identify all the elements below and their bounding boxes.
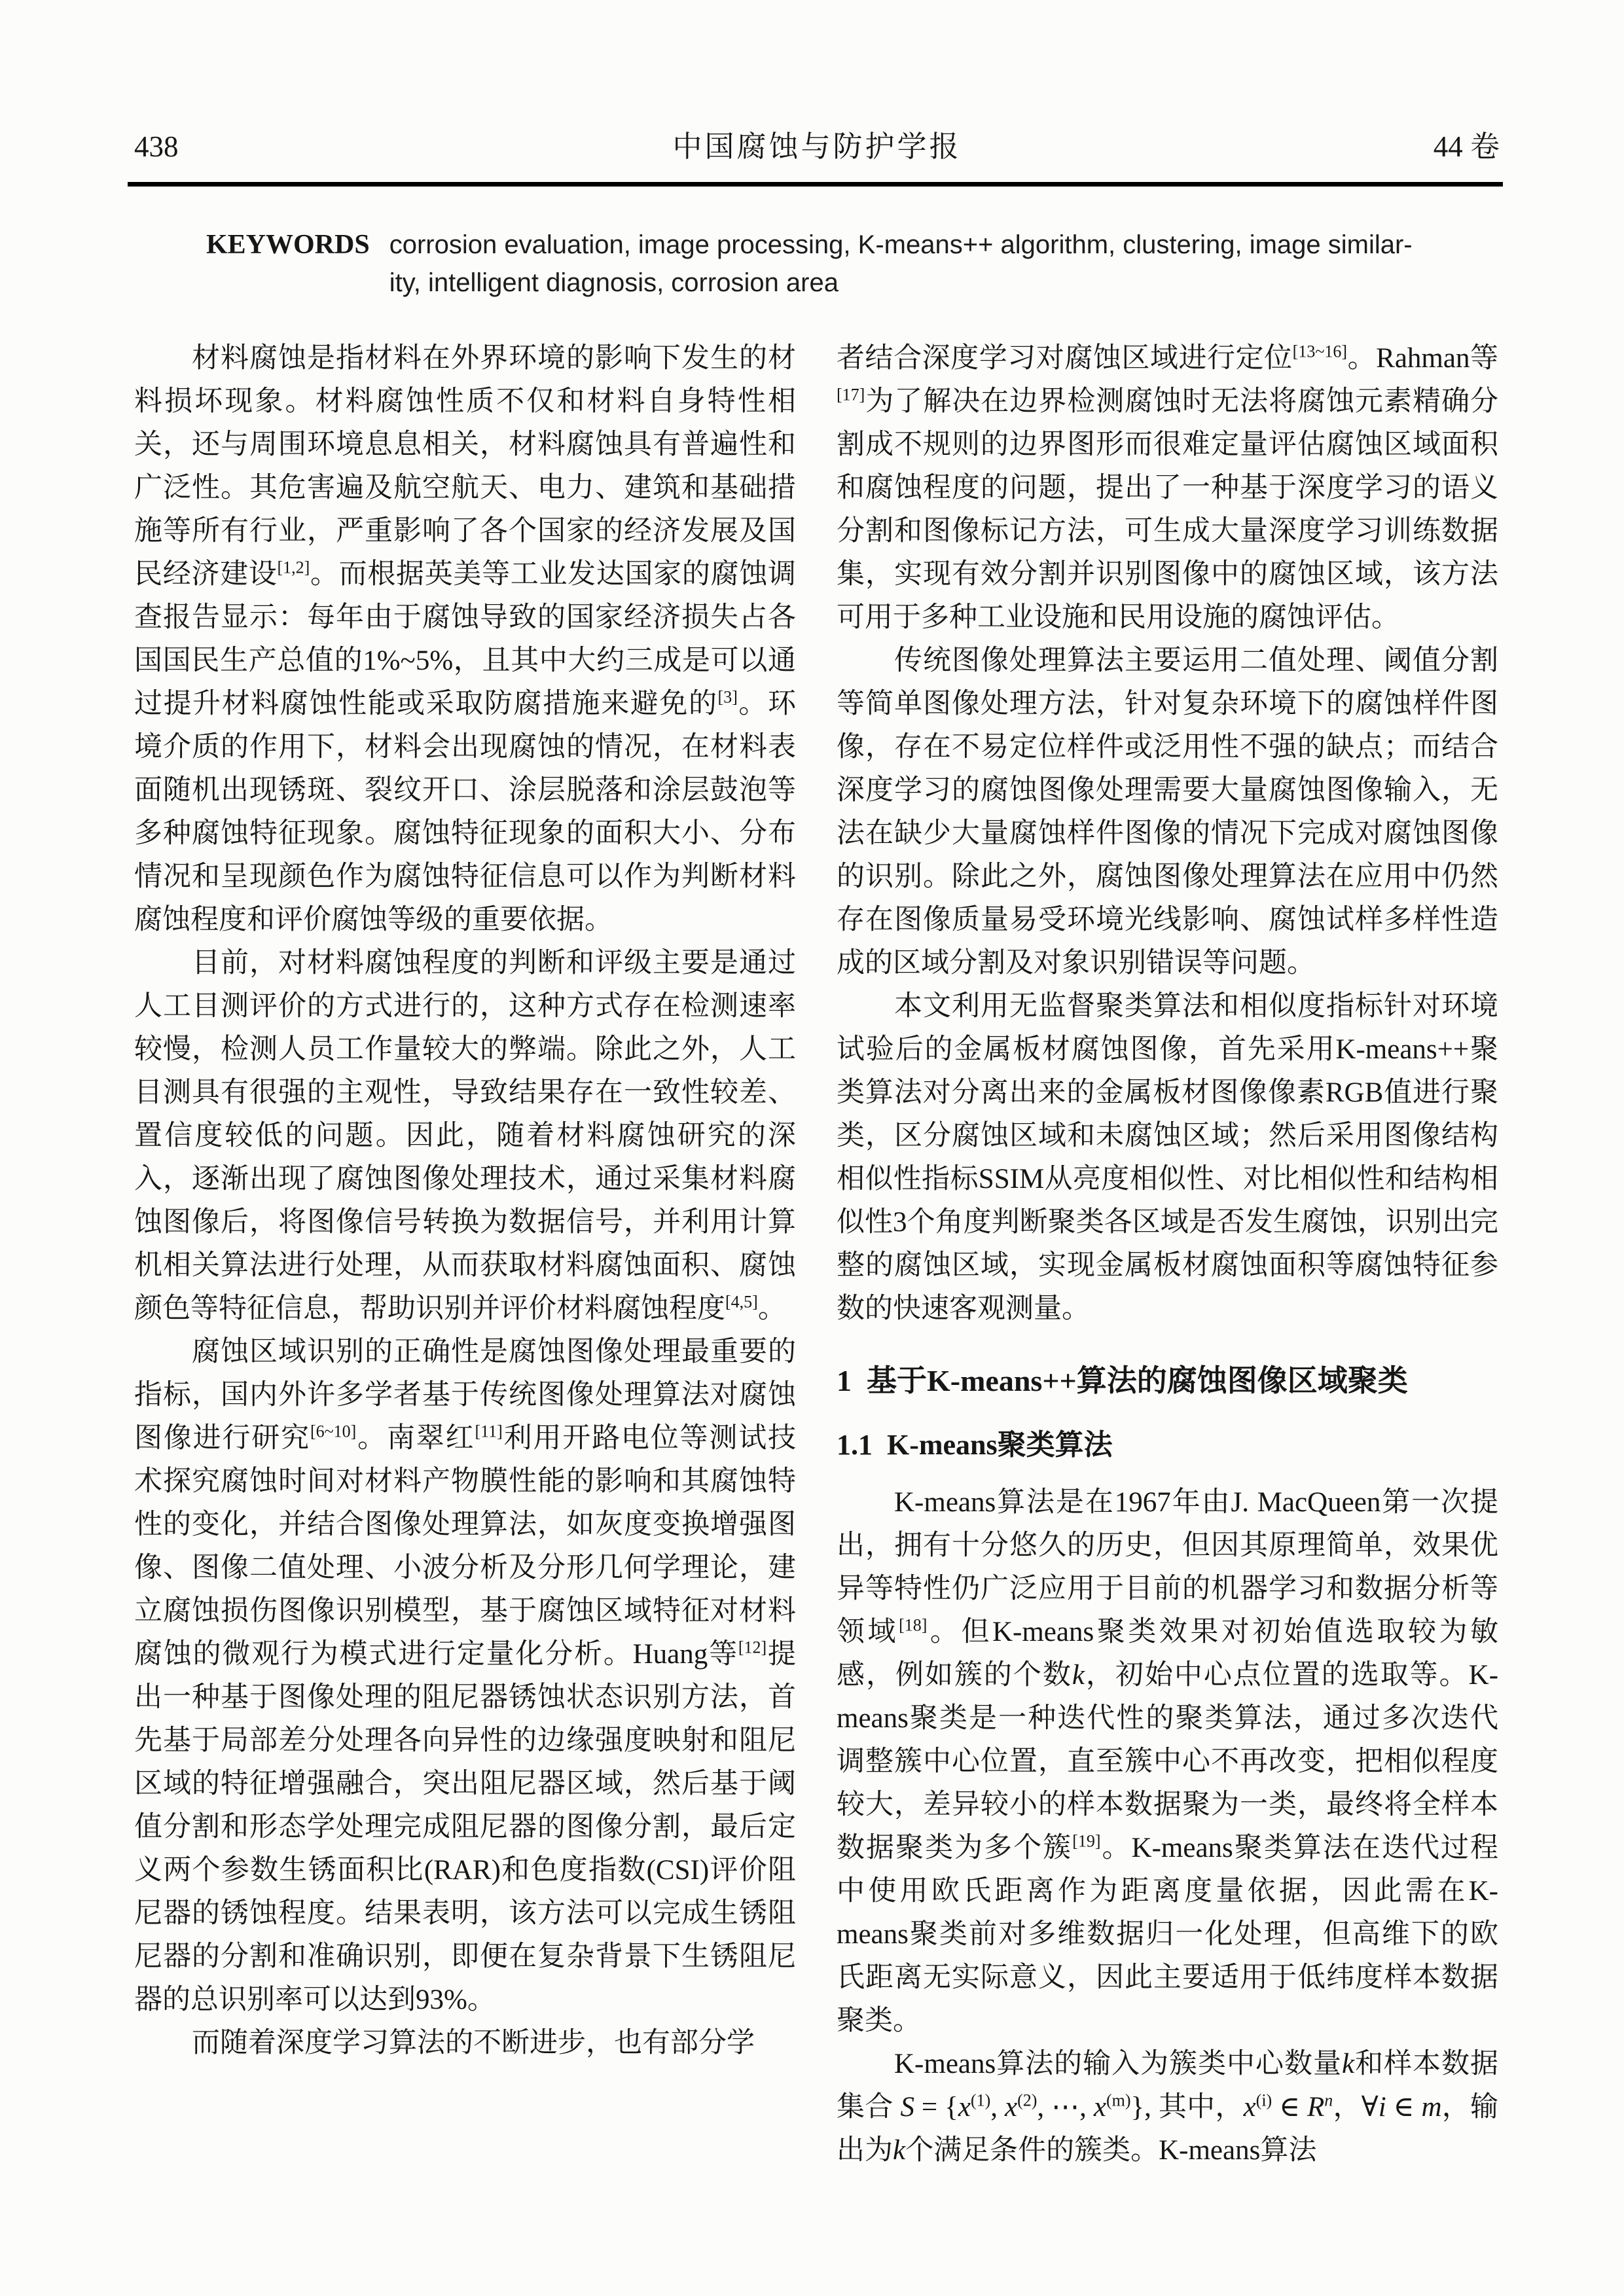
article-body (134, 337, 1499, 2172)
reference-marker: [1,2] (277, 558, 310, 577)
section-heading: 1 基于K-means++算法的腐蚀图像区域聚类 (837, 1364, 1408, 1397)
text-run: 者结合深度学习对腐蚀区域进行定位 (837, 343, 1293, 374)
text-run: 个满足条件的簇类。K-means算法 (905, 2135, 1317, 2166)
text-run: k (1072, 1660, 1085, 1691)
text-run: 。K-means聚类算法在迭代过程中使用欧氏距离作为距离度量依据，因此需在K-means聚类前对多维数据归一化处理，但高维下的欧氏距离无实际意义，因此主要适用于低纬度样本数据聚类。 (837, 1833, 1498, 2036)
text-run: m (1421, 2092, 1442, 2123)
running-header (0, 0, 1624, 164)
text-run: 而随着深度学习算法的不断进步，也有部分学 (192, 2028, 755, 2058)
text-run: 。而根据英美等工业发达国家的腐蚀调查报告显示：每年由于腐蚀导致的国家经济损失占各国国民生产总值的1%~5%，且其中大约三成是可以通过提升材料腐蚀性能或采取防腐措施来避免的 (134, 559, 797, 719)
text-run: K-means算法是在1967年由J. MacQueen第一次提出，拥有十分悠久的历史，但因其原理简单，效果优异等特性仍广泛应用于目前的机器学习和数据分析等领域 (837, 1487, 1498, 1647)
journal-title: 中国腐蚀与防护学报 (672, 130, 962, 163)
text-run: ∈ (1272, 2092, 1308, 2123)
right-column (837, 337, 1498, 2172)
keywords-line-2: ity, intelligent diagnosis, corrosion area (389, 268, 839, 297)
text-run: 提出一种基于图像处理的阻尼器锈蚀状态识别方法，首先基于局部差分处理各向异性的边缘强度映射和阻尼区域的特征增强融合，突出阻尼器区域，然后基于阈值分割和形态学处理完成阻尼器的图像分割，最后定义两个参数生锈面积比(RAR)和色度指数(CSI)评价阻尼器的锈蚀程度。结果表明，该方法可以完成生锈阻尼器的分割和准确识别，即便在复杂背景下生锈阻尼器的总识别率可以达到93%。 (134, 1639, 797, 2015)
subsection-heading: 1.1 K-means聚类算法 (837, 1429, 1113, 1461)
keywords-label: KEYWORDS (206, 230, 370, 260)
text-run: x (958, 2092, 971, 2123)
text-run: 。但K-means聚类效果对初始值选取较为敏感，例如簇的个数 (837, 1617, 1499, 1691)
left-column (134, 337, 796, 2172)
body-paragraph (837, 2043, 1498, 2172)
text-run: x (1093, 2092, 1106, 2123)
body-paragraph (134, 337, 796, 942)
text-run: x (1004, 2092, 1018, 2123)
text-run: 。 (757, 1293, 786, 1324)
reference-marker: [18] (899, 1615, 928, 1635)
reference-marker: [17] (837, 385, 865, 404)
text-run: 和样本数据集合 (837, 2049, 1499, 2123)
keywords-block (206, 226, 1500, 302)
text-run: 传统图像处理算法主要运用二值处理、阈值分割等简单图像处理方法，针对复杂环境下的腐蚀样件图像，存在不易定位样件或泛用性不强的缺点；而结合深度学习的腐蚀图像处理需要大量腐蚀图像输入，无法在缺少大量腐蚀样件图像的情况下完成对腐蚀图像的识别。除此之外，腐蚀图像处理算法在应用中仍然存在图像质量易受环境光线影响、腐蚀试样多样性造成的区域分割及对象识别错误等问题。 (837, 645, 1498, 978)
reference-marker: [12] (738, 1638, 767, 1657)
body-paragraph (134, 1331, 796, 2022)
reference-marker: (i) (1255, 2090, 1272, 2110)
reference-marker: (1) (970, 2090, 991, 2110)
reference-marker: [6~10] (310, 1422, 357, 1441)
reference-marker: [3] (717, 687, 738, 707)
text-run: ∈ (1386, 2092, 1422, 2123)
text-run: = { (914, 2092, 958, 2123)
text-run: ，初始中心点位置的选取等。K-means聚类是一种迭代性的聚类算法，通过多次迭代调整簇中心位置，直至簇中心不再改变，把相似程度较大，差异较小的样本数据聚为一类，最终将全样本数据聚类为多个簇 (837, 1660, 1499, 1863)
text-run: k (1342, 2049, 1355, 2079)
keywords-text (389, 226, 1413, 302)
body-paragraph (837, 1481, 1498, 2043)
body-paragraph (134, 942, 796, 1331)
text-run: 。环境介质的作用下，材料会出现腐蚀的情况，在材料表面随机出现锈斑、裂纹开口、涂层脱落和涂层鼓泡等多种腐蚀特征现象。腐蚀特征现象的面积大小、分布情况和呈现颜色作为腐蚀特征信息可以作为判断材料腐蚀程度和评价腐蚀等级的重要依据。 (134, 689, 797, 935)
text-run: x (1243, 2092, 1256, 2123)
text-run: 目前，对材料腐蚀程度的判断和评级主要是通过人工目测评价的方式进行的，这种方式存在检测速率较慢，检测人员工作量较大的弊端。除此之外，人工目测具有很强的主观性，导致结果存在一致性较差、置信度较低的问题。因此，随着材料腐蚀研究的深入，逐渐出现了腐蚀图像处理技术，通过采集材料腐蚀图像后，将图像信号转换为数据信号，并利用计算机相关算法进行处理，从而获取材料腐蚀面积、腐蚀颜色等特征信息，帮助识别并评价材料腐蚀程度 (134, 948, 796, 1324)
text-run: 。Rahman等 (1347, 343, 1498, 374)
text-run: 本文利用无监督聚类算法和相似度指标针对环境试验后的金属板材腐蚀图像，首先采用K-means++聚类算法对分离出来的金属板材图像像素RGB值进行聚类，区分腐蚀区域和未腐蚀区域；然后采用图像结构相似性指标SSIM从亮度相似性、对比相似性和结构相似性3个角度判断聚类各区域是否发生腐蚀，识别出完整的腐蚀区域，实现金属板材腐蚀面积等腐蚀特征参数的快速客观测量。 (837, 991, 1498, 1324)
text-run: ，∀ (1333, 2092, 1379, 2123)
reference-marker: n (1324, 2090, 1333, 2110)
text-run: }, 其中， (1130, 2092, 1244, 2123)
text-run: i (1378, 2092, 1386, 2123)
reference-marker: (m) (1106, 2090, 1131, 2110)
text-run: 为了解决在边界检测腐蚀时无法将腐蚀元素精确分割成不规则的边界图形而很难定量评估腐蚀区域面积和腐蚀程度的问题，提出了一种基于深度学习的语义分割和图像标记方法，可生成大量深度学习训练数据集，实现有效分割并识别图像中的腐蚀区域，该方法可用于多种工业设施和民用设施的腐蚀评估。 (837, 386, 1498, 633)
volume-label: 44 卷 (1433, 130, 1500, 163)
body-paragraph (837, 337, 1498, 639)
body-paragraph (134, 2022, 796, 2065)
text-run: S (900, 2092, 914, 2123)
text-run: 腐蚀区域识别的正确性是腐蚀图像处理最重要的指标，国内外许多学者基于传统图像处理算法对腐蚀图像进行研究 (134, 1336, 796, 1454)
reference-marker: [13~16] (1292, 342, 1348, 361)
body-paragraph (837, 639, 1498, 985)
reference-marker: [19] (1072, 1831, 1101, 1851)
reference-marker: [4,5] (725, 1292, 758, 1312)
page-number: 438 (134, 130, 179, 163)
text-run: K-means算法的输入为簇类中心数量 (894, 2049, 1342, 2079)
text-run: , (990, 2092, 1005, 2123)
text-run: k (893, 2135, 906, 2166)
text-run: ，输出为 (837, 2092, 1498, 2166)
header-rule (128, 182, 1503, 187)
text-run: 材料腐蚀是指材料在外界环境的影响下发生的材料损坏现象。材料腐蚀性质不仅和材料自身特性相关，还与周围环境息息相关，材料腐蚀具有普遍性和广泛性。其危害遍及航空航天、电力、建筑和基础措施等所有行业，严重影响了各个国家的经济发展及国民经济建设 (134, 343, 796, 590)
text-run: , ⋯, (1037, 2092, 1094, 2123)
reference-marker: [11] (475, 1422, 503, 1441)
text-run: R (1307, 2092, 1325, 2123)
body-paragraph (837, 985, 1498, 1331)
text-run: 利用开路电位等测试技术探究腐蚀时间对材料产物膜性能的影响和其腐蚀特性的变化，并结合图像处理算法，如灰度变换增强图像、图像二值处理、小波分析及分形几何学理论，建立腐蚀损伤图像识别模型，基于腐蚀区域特征对材料腐蚀的微观行为模式进行定量化分析。Huang等 (134, 1423, 797, 1670)
keywords-line-1: corrosion evaluation, image processing, K-means++ algorithm, clustering, image similar- (389, 230, 1413, 259)
text-run: 。南翠红 (356, 1423, 475, 1454)
reference-marker: (2) (1017, 2090, 1038, 2110)
